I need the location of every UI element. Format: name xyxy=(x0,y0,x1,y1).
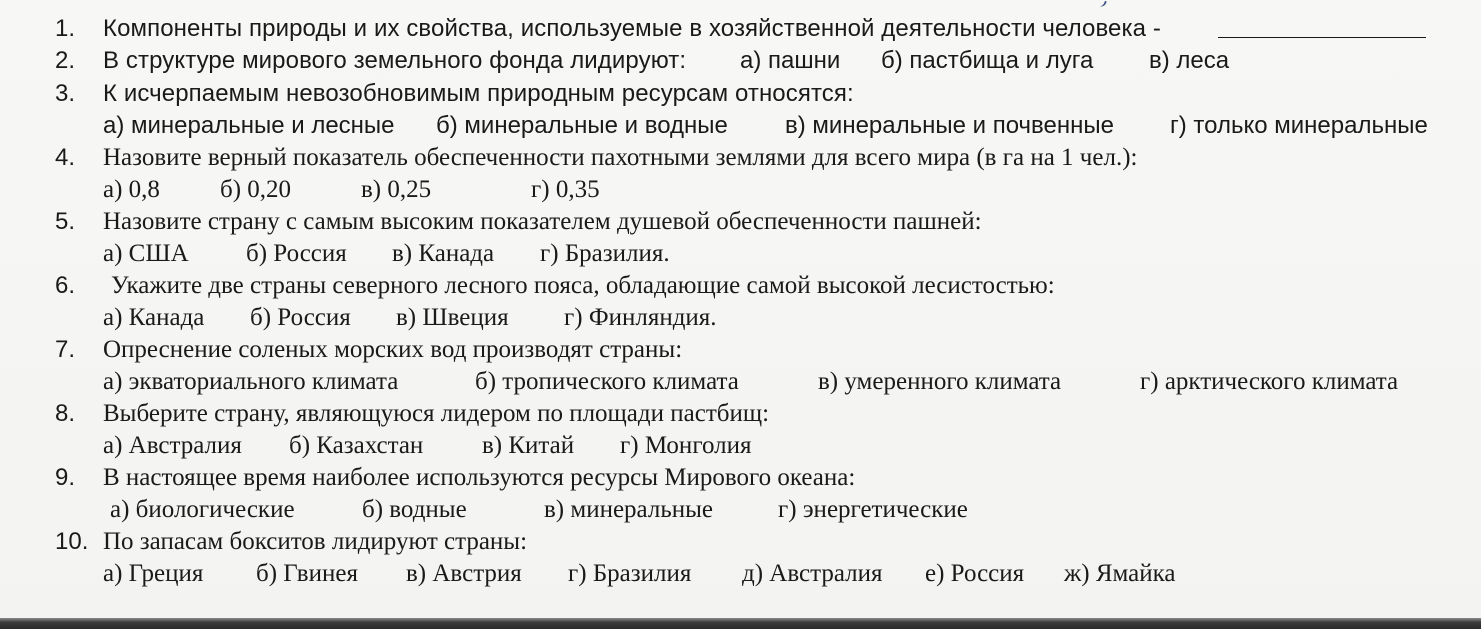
option-b: б) минеральные и водные xyxy=(436,112,728,139)
option-c: в) минеральные и почвенные xyxy=(785,112,1114,139)
option-d: г) только минеральные xyxy=(1170,112,1428,139)
option-b: б) Россия xyxy=(250,304,351,331)
option-b: б) Казахстан xyxy=(289,432,424,459)
option-d: г) Бразилия. xyxy=(540,240,670,267)
option-c: в) 0,25 xyxy=(361,176,432,203)
question-number: 4. xyxy=(55,144,76,171)
question-number: 5. xyxy=(55,208,76,235)
option-b: б) пастбища и луга xyxy=(881,47,1094,74)
question-text: По запасам бокситов лидируют страны: xyxy=(103,528,528,555)
option-a: а) 0,8 xyxy=(103,176,160,203)
option-c: в) леса xyxy=(1149,47,1230,74)
answer-blank-line[interactable] xyxy=(1218,37,1426,38)
option-g: ж) Ямайка xyxy=(1064,560,1176,587)
option-a: а) Канада xyxy=(103,304,205,331)
question-text: Компоненты природы и их свойства, используемые в хозяйственной деятельности человека - xyxy=(103,15,1161,42)
option-c: в) Австрия xyxy=(406,560,522,587)
question-number: 10. xyxy=(55,528,89,555)
question-text: В структуре мирового земельного фонда лидируют: xyxy=(103,47,687,74)
option-e: д) Австралия xyxy=(742,560,883,587)
question-text: Выберите страну, являющуюся лидером по площади пастбищ: xyxy=(103,400,770,427)
question-number: 7. xyxy=(55,336,76,363)
option-a: а) Австралия xyxy=(103,432,242,459)
option-f: е) Россия xyxy=(925,560,1025,587)
question-number: 9. xyxy=(55,464,76,491)
option-a: а) США xyxy=(103,240,189,267)
scan-bottom-edge xyxy=(0,618,1481,629)
question-number: 1. xyxy=(55,15,76,42)
option-a: а) Греция xyxy=(103,560,204,587)
question-text: Опреснение соленых морских вод производят страны: xyxy=(103,336,683,363)
option-d: г) 0,35 xyxy=(531,176,600,203)
question-text: Укажите две страны северного лесного пояса, обладающие самой высокой лесистостью: xyxy=(111,272,1055,299)
question-text: Назовите страну с самым высоким показателем душевой обеспеченности пашней: xyxy=(103,208,982,235)
option-a: а) экваториального климата xyxy=(103,368,399,395)
question-number: 3. xyxy=(55,80,76,107)
question-text: Назовите верный показатель обеспеченности пахотными землями для всего мира (в га на 1 чел.): xyxy=(103,144,1138,171)
option-b: б) тропического климата xyxy=(475,368,739,395)
option-c: в) Швеция xyxy=(396,304,509,331)
question-number: 6. xyxy=(55,272,76,299)
option-d: г) Монголия xyxy=(620,432,752,459)
option-a: а) биологические xyxy=(110,496,295,523)
question-text: К исчерпаемым невозобновимым природным ресурсам относятся: xyxy=(103,80,854,107)
option-a: а) минеральные и лесные xyxy=(103,112,395,139)
question-number: 2. xyxy=(55,47,76,74)
option-d: г) Финляндия. xyxy=(564,304,717,331)
question-number: 8. xyxy=(55,400,76,427)
option-d: г) Бразилия xyxy=(568,560,692,587)
option-d: г) энергетические xyxy=(778,496,968,523)
pen-mark xyxy=(1097,0,1107,8)
option-b: б) Россия xyxy=(246,240,347,267)
option-b: б) Гвинея xyxy=(256,560,358,587)
option-b: б) 0,20 xyxy=(220,176,292,203)
option-c: в) Канада xyxy=(392,240,495,267)
option-a: а) пашни xyxy=(740,47,841,74)
option-c: в) умеренного климата xyxy=(818,368,1062,395)
option-c: в) Китай xyxy=(482,432,575,459)
question-text: В настоящее время наиболее используются ресурсы Мирового океана: xyxy=(103,464,856,491)
option-b: б) водные xyxy=(362,496,467,523)
option-c: в) минеральные xyxy=(544,496,714,523)
option-d: г) арктического климата xyxy=(1140,368,1399,395)
